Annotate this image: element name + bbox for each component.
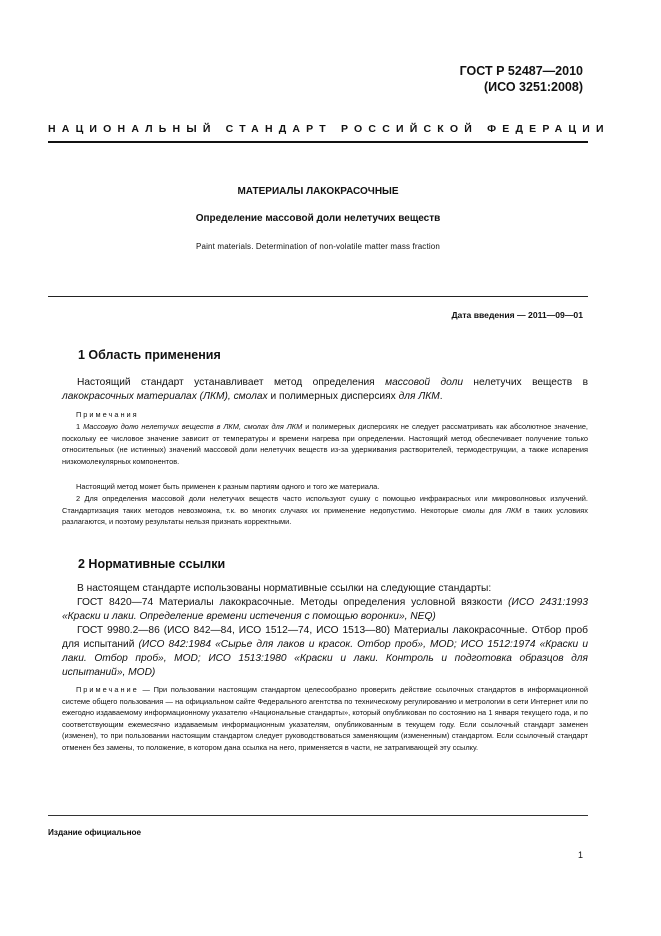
note-1: 1 Массовую долю нелетучих веществ в ЛКМ, смолах для ЛКМ и полимерных дисперсиях не следует рассматривать как абсолютное значение, поскольку ее числовое значение зависит от температуры и времени нагрева при определении. Настоящий метод обеспечивает получение только относительных (не истинных) значений массовой доли нелетучих веществ из-за удерживания растворителей, термодеструкции, а также испарения низкомолекулярных компонентов. <box>62 422 588 466</box>
english-title: Paint materials. Determination of non-volatile matter mass fraction <box>196 242 440 251</box>
iso-number: (ИСО 3251:2008) <box>484 80 583 94</box>
footer-divider <box>48 815 588 816</box>
standard-header <box>460 63 583 95</box>
introduction-date: Дата введения — 2011—09—01 <box>451 310 583 320</box>
reference-gost-8420: ГОСТ 8420—74 Материалы лакокрасочные. Методы определения условной вязкости (ИСО 2431:1993 «Краски и лаки. Определение времени истечения с помощью воронки», NEQ) <box>62 597 588 622</box>
section-1-paragraph: Настоящий стандарт устанавливает метод определения массовой доли нелетучих веществ в лакокрасочных материалах (ЛКМ), смолах и полимерных дисперсиях для ЛКМ. <box>62 377 588 402</box>
title-divider <box>48 296 588 297</box>
document-title: МАТЕРИАЛЫ ЛАКОКРАСОЧНЫЕ <box>237 186 399 197</box>
section-2-intro: В настоящем стандарте использованы нормативные ссылки на следующие стандарты: <box>77 583 492 594</box>
page-number: 1 <box>577 850 583 860</box>
note-2: 2 Для определения массовой доли нелетучих веществ часто используют сушку с помощью инфракрасных или микроволновых излучений. Стандартизация таких методов невозможна, т.к. во многих случаях их применение недопустимо. Некоторые смолы для ЛКМ в таких условиях разлагаются, и поэтому результаты нельзя признать корректными. <box>62 494 588 527</box>
official-edition-label: Издание официальное <box>48 828 142 837</box>
section-2-note: Примечание — При пользовании настоящим стандартом целесообразно проверить действие ссылочных стандартов в информационной системе общего пользования — на официальном сайте Федерального агентства по техническому регулированию и метрологии в сети Интернет или по ежегодно издаваемому информационному указателю «Национальные стандарты», который опубликован по состоянию на 1 января текущего года, и по соответствующим ежемесячно издаваемым информационным указателям, опубликованным в текущем году. Если ссылочный стандарт заменен (изменен), то при пользовании настоящим стандартом следует руководствоваться заменяющим (измененным) стандартом. Если ссылочный стандарт отменен без замены, то положение, в котором дана ссылка на него, применяется в части, не затрагивающей эту ссылку. <box>62 685 588 752</box>
section-1-heading: 1 Область применения <box>78 348 221 362</box>
national-standard-banner: НАЦИОНАЛЬНЫЙ СТАНДАРТ РОССИЙСКОЙ ФЕДЕРАЦИИ <box>48 123 610 135</box>
section-2-heading: 2 Нормативные ссылки <box>78 557 226 571</box>
reference-gost-9980: ГОСТ 9980.2—86 (ИСО 842—84, ИСО 1512—74, ИСО 1513—80) Материалы лакокрасочные. Отбор проб для испытаний (ИСО 842:1984 «Сырье для лаков и красок. Отбор проб», MOD; ИСО 1512:1974 «Краски и лаки. Отбор проб», MOD; ИСО 1513:1980 «Краски и лаки. Контроль и подготовка образцов для испытаний», MOD) <box>62 625 589 678</box>
document-subtitle: Определение массовой доли нелетучих веществ <box>195 213 441 224</box>
note-1-extra: Настоящий метод может быть применен к разным партиям одного и того же материала. <box>76 482 380 491</box>
banner-divider <box>48 141 588 143</box>
notes-label: Примечания <box>76 410 139 419</box>
standard-number: ГОСТ Р 52487—2010 <box>459 64 583 78</box>
